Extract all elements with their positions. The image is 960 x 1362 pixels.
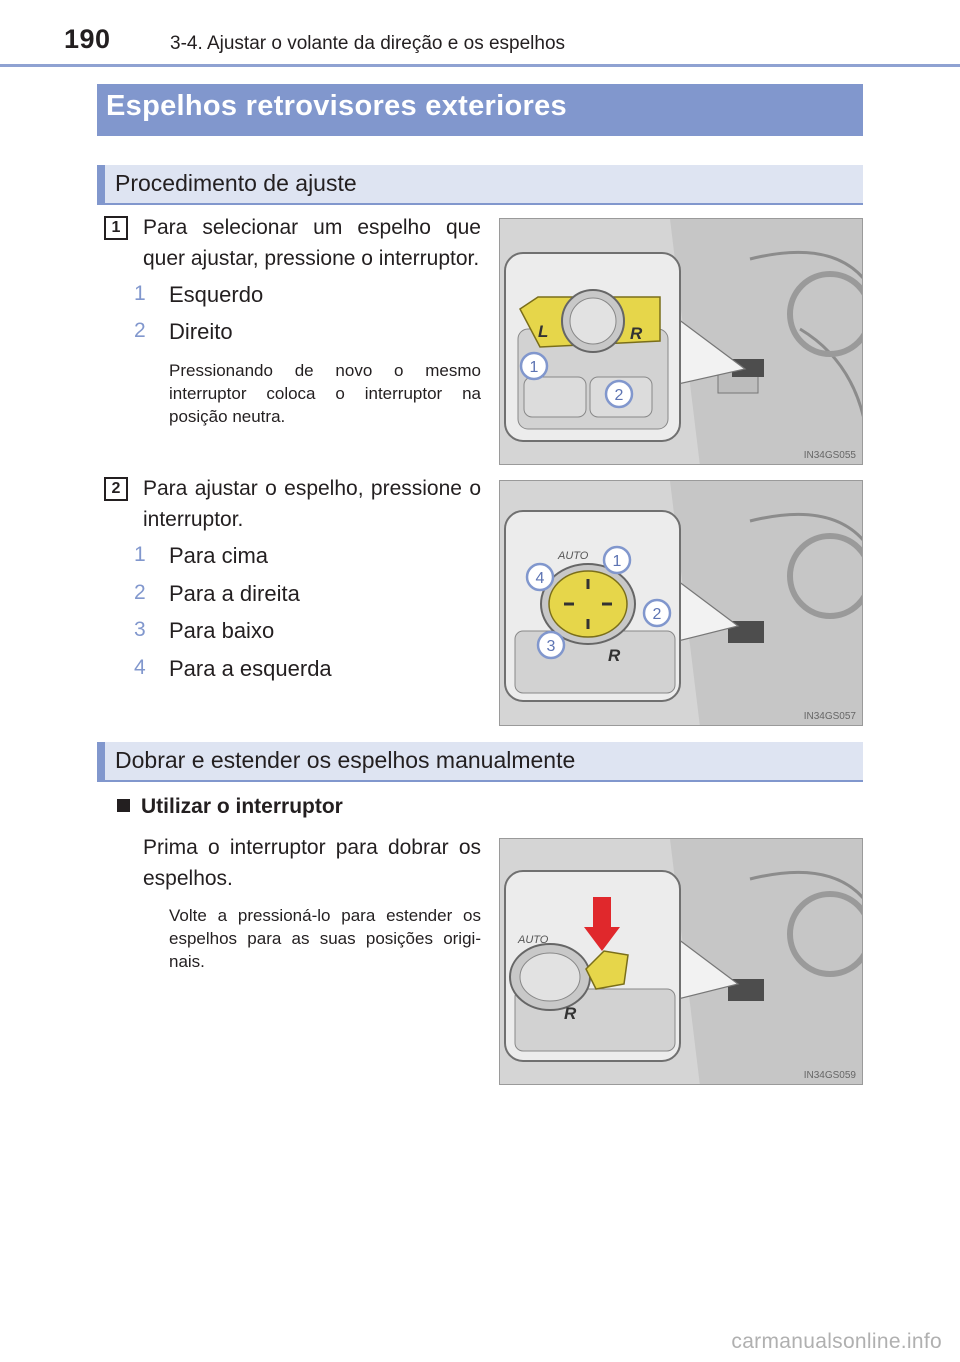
switch-label-auto: AUTO bbox=[558, 550, 589, 562]
chapter-title: 3-4. Ajustar o volante da direção e os espelhos bbox=[170, 33, 566, 54]
item-number: 3 bbox=[134, 618, 146, 641]
item-number: 2 bbox=[134, 581, 146, 604]
watermark: carmanualsonline.info bbox=[731, 1330, 942, 1353]
item-label: Para a direita bbox=[169, 581, 300, 606]
subheading-fold: Dobrar e estender os espelhos manualmente bbox=[97, 742, 863, 782]
step-number-2: 2 bbox=[104, 477, 128, 501]
subheading-adjust: Procedimento de ajuste bbox=[97, 165, 863, 205]
illustration-select-mirror bbox=[499, 218, 863, 465]
figure-code: IN34GS055 bbox=[803, 450, 856, 461]
callout-3-label: 3 bbox=[546, 638, 556, 655]
fold-note: Volte a pressioná-lo para estender os espelhos para as suas posições originais. bbox=[169, 906, 481, 971]
page-number: 190 bbox=[64, 24, 111, 54]
switch-label-auto: AUTO bbox=[518, 934, 549, 946]
bullet-heading bbox=[117, 795, 343, 819]
bullet-heading-text: Utilizar o interruptor bbox=[141, 795, 343, 818]
illustration-adjust-mirror bbox=[499, 480, 863, 726]
item-label: Direito bbox=[169, 319, 233, 344]
mirror-switch-fold-drawing bbox=[500, 839, 863, 1085]
item-label: Para cima bbox=[169, 543, 269, 568]
section-title: Espelhos retrovisores exteriores bbox=[97, 84, 863, 136]
item-number: 4 bbox=[134, 656, 146, 679]
step1-text: Para selecionar um espelho que quer ajustar, pressione o interruptor. bbox=[143, 216, 481, 270]
illustration-fold-mirror bbox=[499, 838, 863, 1085]
callout-1-label: 1 bbox=[612, 553, 622, 570]
callout-1-label: 1 bbox=[529, 359, 539, 376]
step1-note: Pressionando de novo o mesmo interruptor coloca o interruptor na posição neutra. bbox=[169, 361, 481, 426]
step-number-1: 1 bbox=[104, 216, 128, 240]
switch-letter-r: R bbox=[608, 646, 621, 665]
switch-letter-l: L bbox=[538, 322, 549, 341]
mirror-switch-adjust-drawing bbox=[500, 481, 863, 726]
figure-code: IN34GS059 bbox=[803, 1070, 856, 1081]
item-number: 1 bbox=[134, 282, 146, 305]
mirror-switch-select-drawing bbox=[500, 219, 863, 465]
switch-letter-r: R bbox=[630, 324, 643, 343]
header-rule bbox=[0, 64, 960, 67]
figure-code: IN34GS057 bbox=[803, 711, 856, 722]
item-label: Para a esquerda bbox=[169, 656, 332, 681]
item-number: 2 bbox=[134, 319, 146, 342]
step2-text: Para ajustar o espelho, pressione o interruptor. bbox=[143, 477, 481, 531]
callout-2-label: 2 bbox=[652, 606, 662, 623]
switch-letter-r: R bbox=[564, 1004, 577, 1023]
item-number: 1 bbox=[134, 543, 146, 566]
item-label: Para baixo bbox=[169, 618, 275, 643]
callout-2-label: 2 bbox=[614, 387, 624, 404]
callout-4-label: 4 bbox=[535, 570, 545, 587]
item-label: Esquerdo bbox=[169, 282, 264, 307]
square-bullet-icon bbox=[117, 799, 130, 812]
page-header bbox=[0, 0, 960, 68]
fold-text: Prima o interruptor para dobrar os espelhos. bbox=[143, 836, 481, 890]
